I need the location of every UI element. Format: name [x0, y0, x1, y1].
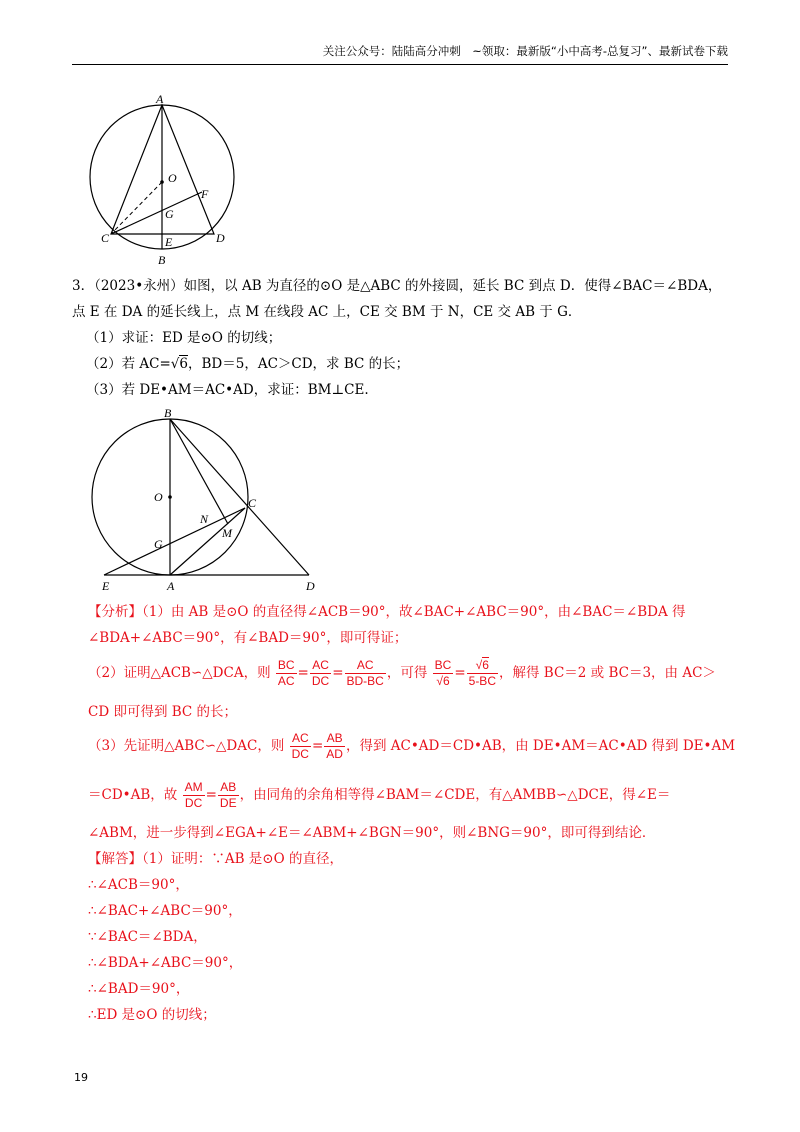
solution-line-5: ∴∠BDA+∠ABC＝90°， — [88, 955, 243, 971]
label-b: B — [158, 253, 166, 266]
question-2-radicand: 6 — [179, 356, 188, 372]
label-o: O — [168, 171, 177, 185]
solution-line-7: ∴ED 是⊙O 的切线； — [88, 1007, 216, 1023]
analysis-line-6-pre: ＝CD•AB，故 — [88, 787, 178, 803]
fraction-ab-ad: $\frac{AB}{AD}$ — [326, 731, 343, 761]
label-d: D — [306, 579, 315, 592]
label-b: B — [164, 406, 172, 420]
center-point — [168, 495, 172, 499]
segment-bm — [170, 419, 228, 524]
segment-ec — [104, 508, 245, 575]
center-point — [160, 180, 164, 184]
label-a: A — [167, 579, 175, 592]
label-g: G — [165, 207, 174, 221]
problem-intro-1: 3．（2023•永州）如图，以 AB 为直径的⊙O 是△ABC 的外接圆，延长 BC 到点 D．使得∠BAC＝∠BDA， — [72, 278, 722, 294]
label-f: F — [201, 187, 209, 201]
fraction-ac-dc: $\frac{AC}{DC}$ — [311, 658, 330, 688]
geometry-figure-2 — [84, 406, 334, 592]
fraction-ac-bd-bc: $\frac{AC}{BD-BC}$ — [346, 658, 384, 688]
analysis-line-3-pre: （2）证明△ACB∽△DCA，则 — [88, 665, 271, 681]
analysis-line-5: （3）先证明△ABC∽△DAC，则 $\frac{AC}{DC}$ = $\frac{AB}{AD}$ ，得到 AC•AD＝CD•AB，由 DE•AM＝AC•AD 得到 DE•AM — [88, 731, 736, 761]
analysis-line-5-post: ，得到 AC•AD＝CD•AB，由 DE•AM＝AC•AD 得到 DE•AM — [345, 738, 736, 754]
sqrt-sign: √ — [170, 356, 180, 372]
fraction-am-dc: $\frac{AM}{DC}$ — [184, 780, 203, 810]
label-d: D — [216, 231, 225, 245]
analysis-line-6: ＝CD•AB，故 $\frac{AM}{DC}$ = $\frac{AB}{DE}$ ，由同角的余角相等得∠BAM＝∠CDE，有△AMBB∽△DCE，得∠E＝ — [88, 780, 671, 810]
fraction-ab-de: $\frac{AB}{DE}$ — [219, 780, 237, 810]
analysis-line-7: ∠ABM，进一步得到∠EGA+∠E＝∠ABM+∠BGN＝90°，则∠BNG＝90°，即可得到结论． — [88, 825, 656, 841]
label-n: N — [200, 512, 209, 526]
analysis-line-3-post: ，解得 BC＝2 或 BC＝3，由 AC＞ — [498, 665, 716, 681]
page-header — [72, 42, 728, 65]
solution-line-4: ∵∠BAC＝∠BDA， — [88, 929, 207, 945]
label-c: C — [101, 231, 110, 245]
label-g: G — [154, 537, 163, 551]
segment-oc — [111, 182, 162, 234]
fraction-bc-root6: $\frac{BC}{√6}$ — [434, 658, 452, 688]
question-3: （3）若 DE•AM＝AC•AD，求证：BM⊥CE. — [86, 382, 369, 398]
fraction-root6-5-bc: $\frac{√6}{5-BC}$ — [468, 658, 496, 688]
analysis-line-5-pre: （3）先证明△ABC∽△DAC，则 — [88, 738, 285, 754]
solution-line-1: 【解答】（1）证明：∵AB 是⊙O 的直径， — [88, 851, 343, 867]
fraction-bc-ac: $\frac{BC}{AC}$ — [277, 658, 295, 688]
analysis-line-3: （2）证明△ACB∽△DCA，则 $\frac{BC}{AC}$ = $\frac{AC}{DC}$ = $\frac{AC}{BD-BC}$ ，可得 $\frac{BC}{√6}$ = $\frac{√6}{5-BC}$ ，解得 BC＝2 或 BC＝3，由 AC＞ — [88, 658, 716, 688]
problem-intro-2: 点 E 在 DA 的延长线上，点 M 在线段 AC 上，CE 交 BM 于 N，CE 交 AB 于 G． — [72, 304, 582, 320]
analysis-line-6-post: ，由同角的余角相等得∠BAM＝∠CDE，有△AMBB∽△DCE，得∠E＝ — [239, 787, 671, 803]
geometry-figure-1 — [86, 94, 246, 266]
analysis-line-3-mid: ，可得 — [386, 665, 428, 681]
label-e: E — [165, 235, 173, 249]
question-2-pre: （2）若 AC= — [86, 356, 171, 372]
question-2 — [86, 355, 409, 373]
label-e: E — [102, 579, 110, 592]
segment-bd — [170, 419, 309, 575]
solution-line-2: ∴∠ACB＝90°， — [88, 877, 189, 893]
solution-line-6: ∴∠BAD＝90°， — [88, 981, 190, 997]
question-1: （1）求证：ED 是⊙O 的切线； — [86, 330, 282, 346]
analysis-line-2: ∠BDA+∠ABC＝90°，有∠BAD＝90°，即可得证； — [88, 630, 408, 646]
header-text: 关注公众号：陆陆高分冲刺 ~领取：最新版“小中高考-总复习”、最新试卷下载 — [322, 44, 728, 58]
analysis-line-1: 【分析】（1）由 AB 是⊙O 的直径得∠ACB＝90°，故∠BAC+∠ABC＝90°，由∠BAC＝∠BDA 得 — [88, 604, 686, 620]
page-number: 19 — [74, 1071, 88, 1084]
analysis-line-4: CD 即可得到 BC 的长； — [88, 704, 238, 720]
label-o: O — [154, 490, 163, 504]
fraction-ac-dc-2: $\frac{AC}{DC}$ — [291, 731, 309, 761]
label-c: C — [248, 496, 257, 510]
label-a: A — [156, 94, 164, 106]
solution-line-3: ∴∠BAC+∠ABC＝90°， — [88, 903, 242, 919]
question-2-post: ，BD＝5，AC＞CD，求 BC 的长； — [187, 356, 410, 372]
label-m: M — [222, 526, 232, 540]
